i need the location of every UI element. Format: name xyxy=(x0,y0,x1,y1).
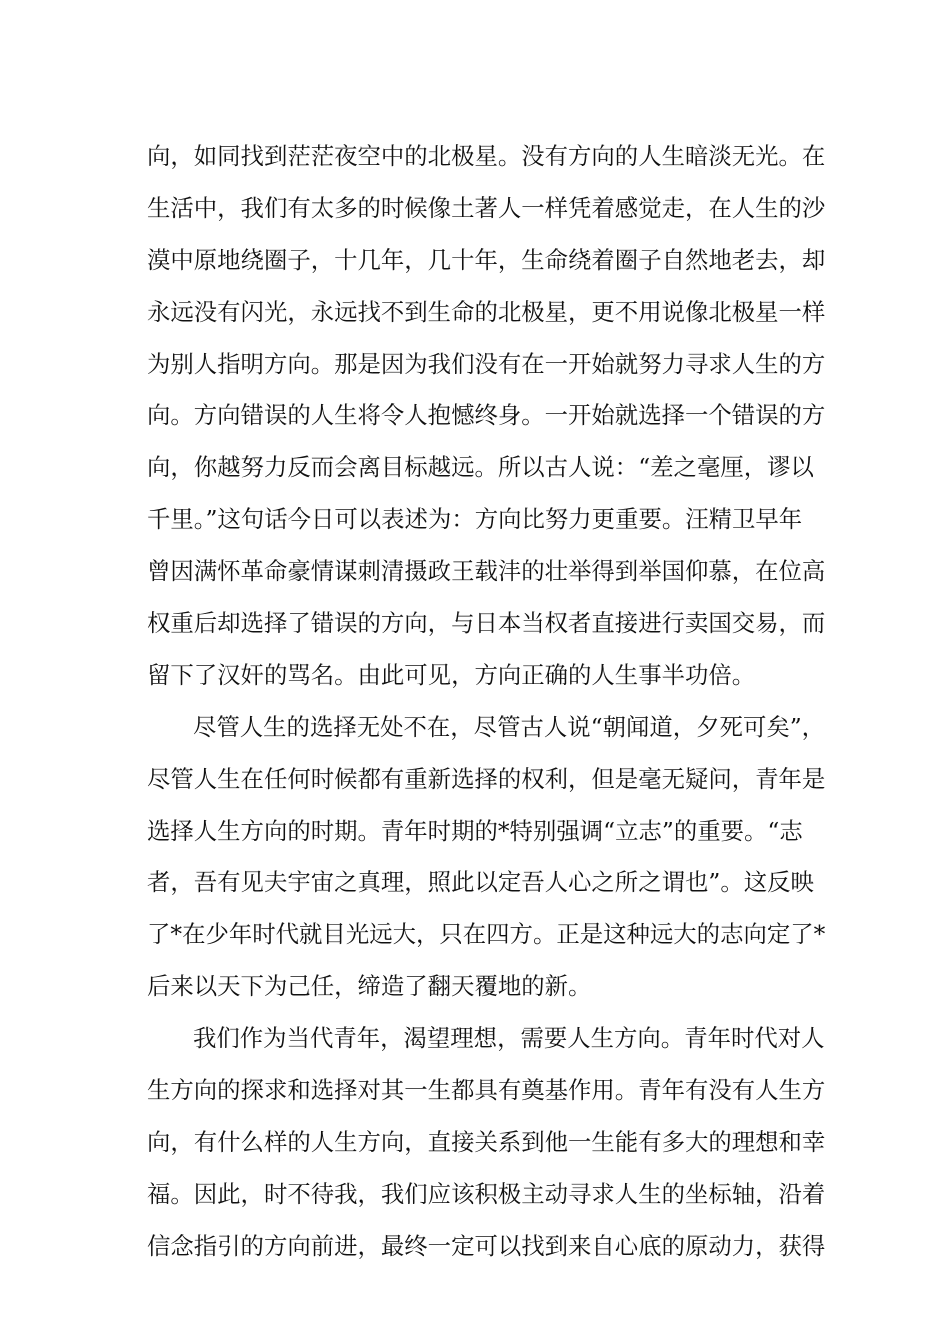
text-line: 向，你越努力反而会离目标越远。所以古人说：“差之毫厘，谬以 xyxy=(147,453,814,482)
text-line: 福。因此，时不待我，我们应该积极主动寻求人生的坐标轴，沿着 xyxy=(147,1179,826,1208)
text-line: 留下了汉奸的骂名。由此可见，方向正确的人生事半功倍。 xyxy=(147,660,756,689)
text-line: 者，吾有见夫宇宙之真理，照此以定吾人心之所之谓也”。这反映 xyxy=(147,868,814,897)
text-line: 后来以天下为己任，缔造了翻天覆地的新。 xyxy=(147,972,592,1001)
text-line: 选择人生方向的时期。青年时期的*特别强调“立志”的重要。“志 xyxy=(147,816,803,845)
text-line: 生活中，我们有太多的时候像土著人一样凭着感觉走，在人生的沙 xyxy=(147,193,826,222)
text-line: 千里。”这句话今日可以表述为：方向比努力更重要。汪精卫早年 xyxy=(147,505,803,534)
text-line: 曾因满怀革命豪情谋刺清摄政王载沣的壮举得到举国仰慕，在位高 xyxy=(147,557,826,586)
text-line: 尽管人生在任何时候都有重新选择的权利，但是毫无疑问，青年是 xyxy=(147,764,826,793)
text-line: 向，如同找到茫茫夜空中的北极星。没有方向的人生暗淡无光。在 xyxy=(147,142,826,170)
text-line: 权重后却选择了错误的方向，与日本当权者直接进行卖国交易，而 xyxy=(147,609,826,638)
text-line: 为别人指明方向。那是因为我们没有在一开始就努力寻求人生的方 xyxy=(147,349,826,378)
text-line: 信念指引的方向前进，最终一定可以找到来自心底的原动力，获得 xyxy=(147,1231,826,1260)
text-line: 生方向的探求和选择对其一生都具有奠基作用。青年有没有人生方 xyxy=(147,1076,826,1105)
text-line: 向，有什么样的人生方向，直接关系到他一生能有多大的理想和幸 xyxy=(147,1127,826,1156)
body-text xyxy=(147,131,837,1273)
paragraph-first-line: 尽管人生的选择无处不在，尽管古人说“朝闻道，夕死可矣”， xyxy=(193,712,826,741)
text-line: 漠中原地绕圈子，十几年，几十年，生命绕着圈子自然地老去，却 xyxy=(147,245,826,274)
text-line: 了*在少年时代就目光远大，只在四方。正是这种远大的志向定了* xyxy=(147,920,826,949)
text-line: 永远没有闪光，永远找不到生命的北极星，更不用说像北极星一样 xyxy=(147,297,826,326)
paragraph-first-line: 我们作为当代青年，渴望理想，需要人生方向。青年时代对人 xyxy=(193,1024,825,1053)
text-line: 向。方向错误的人生将令人抱憾终身。一开始就选择一个错误的方 xyxy=(147,401,826,430)
